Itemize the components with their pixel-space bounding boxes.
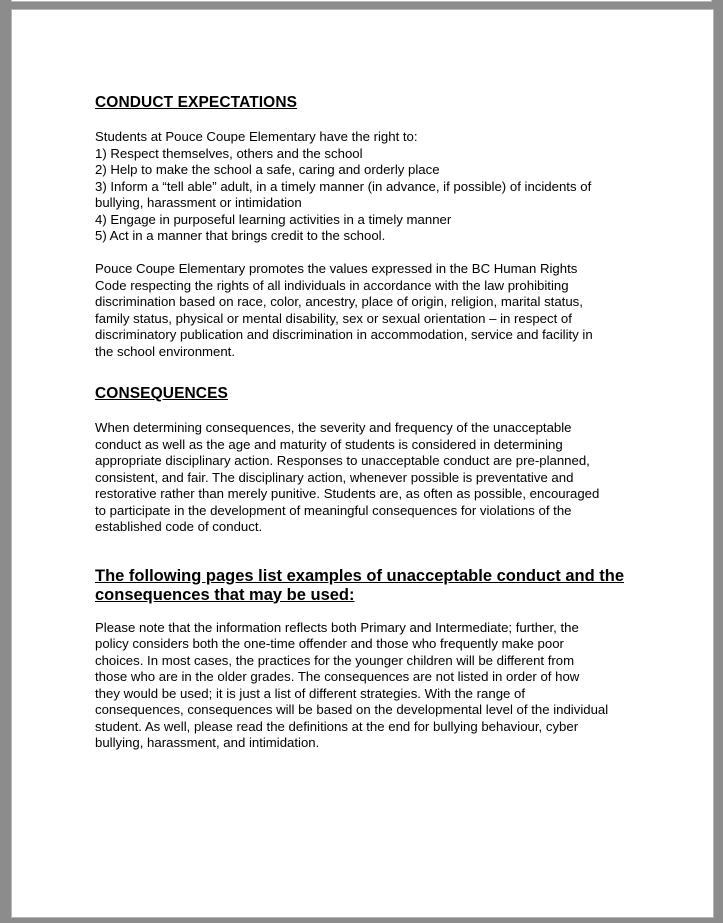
rights-item: bullying, harassment or intimidation (95, 195, 302, 210)
paragraph-line: to participate in the development of meaningful consequences for violations of the (95, 502, 572, 518)
document-page (11, 9, 714, 918)
heading-line: The following pages list examples of unacceptable conduct and the (95, 566, 625, 585)
paragraph-line: established code of conduct. (95, 519, 263, 534)
rights-item: 5) Act in a manner that brings credit to the school. (95, 228, 386, 243)
paragraph-line: student. As well, please read the definitions at the end for bullying behaviour, cyber (95, 718, 579, 734)
previous-page-edge (11, 0, 712, 2)
human-rights-paragraph (95, 261, 640, 360)
paragraph-line: conduct as well as the age and maturity of students is considered in determining (95, 436, 563, 452)
heading-consequences: CONSEQUENCES (95, 385, 228, 402)
paragraph-line: choices. In most cases, the practices for the younger children will be different from (95, 652, 575, 668)
heading-line: consequences that may be used: (95, 585, 355, 604)
paragraph-line: When determining consequences, the severity and frequency of the unacceptable (95, 420, 572, 435)
paragraph-line: Pouce Coupe Elementary promotes the values expressed in the BC Human Rights (95, 261, 578, 276)
rights-intro: Students at Pouce Coupe Elementary have the right to: (95, 129, 418, 144)
examples-paragraph (95, 620, 640, 752)
paragraph-line: discriminatory publication and discrimination in accommodation, service and facility in (95, 327, 593, 342)
page-content (95, 94, 640, 752)
heading-examples (95, 567, 640, 605)
rights-item: 1) Respect themselves, others and the school (95, 145, 363, 161)
paragraph-line: discrimination based on race, color, ancestry, place of origin, religion, marital status, (95, 294, 583, 309)
paragraph-line: Code respecting the rights of all individuals in accordance with the law prohibiting (95, 277, 569, 293)
paragraph-line: bullying, harassment, and intimidation. (95, 735, 320, 750)
paragraph-line: consistent, and fair. The disciplinary action, whenever possible is preventative and (95, 469, 574, 485)
paragraph-line: they would be used; it is just a list of different strategies. With the range of (95, 685, 526, 701)
paragraph-line: appropriate disciplinary action. Responses to unacceptable conduct are pre-planned, (95, 453, 590, 468)
paragraph-line: consequences, consequences will be based on the developmental level of the individual (95, 702, 609, 717)
rights-list (95, 129, 640, 245)
rights-item: 2) Help to make the school a safe, caring and orderly place (95, 162, 440, 177)
paragraph-line: those who are in the older grades. The consequences are not listed in order of how (95, 669, 580, 684)
paragraph-line: the school environment. (95, 343, 236, 359)
heading-conduct-expectations: CONDUCT EXPECTATIONS (95, 94, 298, 111)
paragraph-line: family status, physical or mental disability, sex or sexual orientation – in respect of (95, 310, 572, 326)
paragraph-line: Please note that the information reflects both Primary and Intermediate; further, the (95, 619, 579, 635)
paragraph-line: restorative rather than merely punitive. Students are, as often as possible, encouraged (95, 486, 600, 501)
consequences-paragraph (95, 420, 640, 536)
rights-item: 4) Engage in purposeful learning activities in a timely manner (95, 211, 452, 227)
rights-item: 3) Inform a “tell able” adult, in a timely manner (in advance, if possible) of incidents of (95, 178, 592, 194)
paragraph-line: policy considers both the one-time offender and those who frequently make poor (95, 636, 564, 651)
